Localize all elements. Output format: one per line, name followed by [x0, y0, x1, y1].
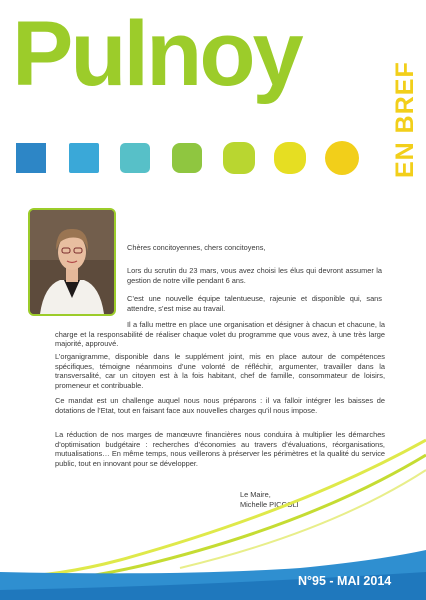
letter-paragraph-2: C’est une nouvelle équipe talentueuse, rajeunie et disponible qui, sans attendre, s’est mise au travail. [127, 294, 382, 313]
letter-salutation: Chères concitoyennes, chers concitoyens, [127, 243, 266, 252]
color-square-5 [223, 142, 255, 174]
color-square-4 [172, 143, 202, 173]
masthead-subtitle [390, 50, 420, 180]
letter-paragraph-1: Lors du scrutin du 23 mars, vous avez choisi les élus qui devront assumer la gestion de notre ville pendant 6 ans. [127, 266, 382, 285]
letter-paragraph-5: Ce mandat est un challenge auquel nous nous préparons : il va falloir intégrer les baisses de dotations de l’Etat, tout en faisant face aux nouvelles charges qu’il nous impose. [55, 396, 385, 415]
color-square-6 [274, 142, 306, 174]
masthead-title: Pulnoy [12, 3, 301, 105]
color-square-3 [120, 143, 150, 173]
footer-swoosh [0, 400, 426, 600]
signature-role: Le Maire, [240, 490, 271, 499]
mayor-portrait [28, 208, 116, 316]
letter-paragraph-3: Il a fallu mettre en place une organisation et désigner à chacun et chacune, la charge et la responsabilité de réaliser chaque volet du programme que vous avez, à une très large majorité, approuvé. [55, 320, 385, 349]
issue-number: N°95 - MAI 2014 [298, 574, 392, 588]
color-square-7 [325, 141, 359, 175]
letter-paragraph-4: L’organigramme, disponible dans le supplément joint, mis en place autour de compétences spécifiques, témoigne néanmoins d’une volonté de réfléchir, argumenter, travailler dans la transversalité, car un citoyen est à la fois habitant, chef de famille, consommateur de loisirs, promeneur et contribuable. [55, 352, 385, 390]
color-square-2 [69, 143, 99, 173]
letter-paragraph-6: La réduction de nos marges de manœuvre financières nous conduira à multiplier les démarches d’optimisation budgétaire : recherches d’économies au travers d’évaluations, réorganisations, mutualisations… En même temps, nous veillerons à préserver les périmètres et la qualité du service public, tout en innovant pour se développer. [55, 430, 385, 468]
masthead-subtitle-text: EN BREF [391, 61, 419, 178]
signature-name: Michelle PICCOLI [240, 500, 299, 509]
color-square-1 [16, 143, 46, 173]
